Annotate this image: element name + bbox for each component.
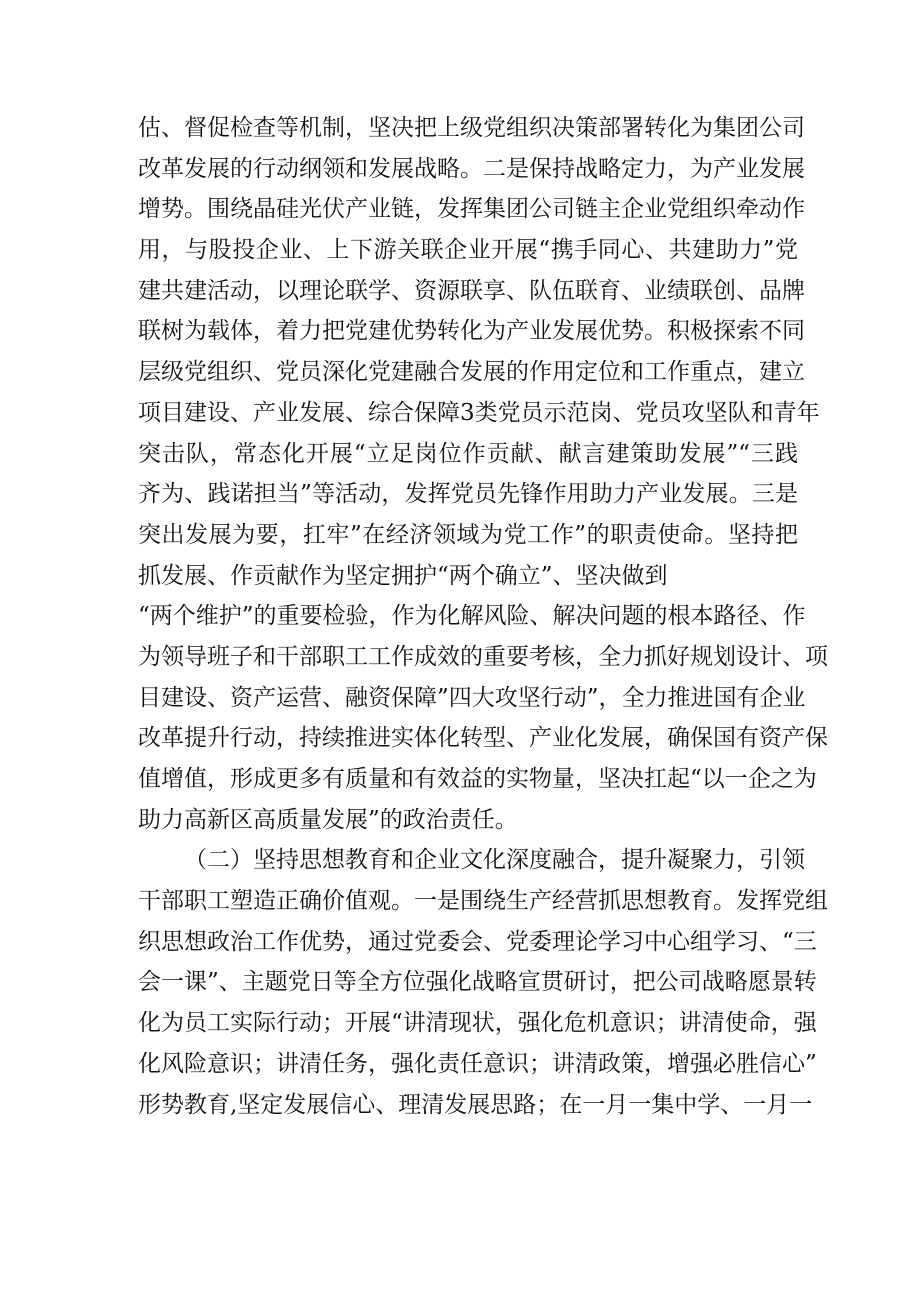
text-line: 抓发展、作贡献作为坚定拥护“两个确立”、坚决做到 bbox=[138, 562, 668, 589]
text-line: 织思想政治工作优势，通过党委会、党委理论学习中心组学习、“三 bbox=[138, 928, 817, 955]
text-line: 会一课”、主题党日等全方位强化战略宣贯研讨，把公司战略愿景转 bbox=[138, 969, 817, 996]
text-line: “两个维护”的重要检验，作为化解风险、解决问题的根本路径、作 bbox=[138, 603, 806, 630]
text-line: 化为员工实际行动；开展“讲清现状，强化危机意识；讲清使命，强 bbox=[138, 1010, 817, 1037]
text-line: 形势教育,坚定发展信心、理清发展思路；在一月一集中学、一月一 bbox=[138, 1091, 813, 1118]
text-line: 改革提升行动，持续推进实体化转型、产业化发展，确保国有资产保 bbox=[138, 725, 828, 752]
text-line: 突击队，常态化开展“立足岗位作贡献、献言建策助发展”“三践 bbox=[138, 440, 798, 467]
text-line: 干部职工塑造正确价值观。一是围绕生产经营抓思想教育。发挥党组 bbox=[138, 888, 828, 915]
text-line: 增势。围绕晶硅光伏产业链，发挥集团公司链主企业党组织牵动作 bbox=[138, 196, 805, 223]
text-line: 估、督促检查等机制，坚决把上级党组织决策部署转化为集团公司 bbox=[138, 115, 805, 141]
text-line: 值增值，形成更多有质量和有效益的实物量，坚决扛起“以一企之为 bbox=[138, 766, 817, 792]
text-line: 项目建设、产业发展、综合保障3类党员示范岗、党员攻坚队和青年 bbox=[138, 399, 820, 426]
text-line: 助力高新区高质量发展”的政治责任。 bbox=[138, 806, 518, 833]
text-line: 改革发展的行动纲领和发展战略。二是保持战略定力，为产业发展 bbox=[138, 155, 805, 182]
text-line: 齐为、践诺担当”等活动，发挥党员先锋作用助力产业发展。三是 bbox=[138, 481, 798, 508]
body-text bbox=[138, 108, 828, 1125]
text-line: 目建设、资产运营、融资保障”四大攻坚行动”，全力推进国有企业 bbox=[138, 684, 806, 711]
section-heading-line: （二）坚持思想教育和企业文化深度融合，提升凝聚力，引领 bbox=[184, 847, 805, 874]
text-line: 突出发展为要，扛牢”在经济领域为党工作”的职责使命。坚持把 bbox=[138, 521, 798, 548]
text-line: 用，与股投企业、上下游关联企业开展“携手同心、共建助力”党 bbox=[138, 237, 798, 264]
text-line: 联树为载体，着力把党建优势转化为产业发展优势。积极探索不同 bbox=[138, 318, 805, 345]
text-line: 化风险意识；讲清任务，强化责任意识；讲清政策，增强必胜信心” bbox=[138, 1050, 817, 1077]
text-line: 建共建活动，以理论联学、资源联享、队伍联育、业绩联创、品牌 bbox=[138, 277, 805, 304]
text-line: 层级党组织、党员深化党建融合发展的作用定位和工作重点，建立 bbox=[138, 359, 805, 386]
text-line: 为领导班子和干部职工工作成效的重要考核，全力抓好规划设计、项 bbox=[138, 643, 828, 670]
